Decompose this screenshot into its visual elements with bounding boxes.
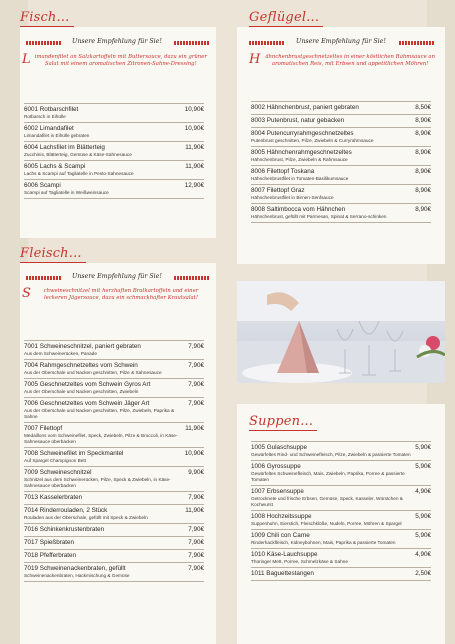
menu-item-name: 7013 Kasselerbraten — [24, 494, 83, 501]
menu-item-price: 7,90€ — [188, 526, 204, 533]
menu-item-header — [24, 552, 204, 560]
gefluegel-subtitle: Unsere Empfehlung für Sie! — [296, 38, 386, 45]
menu-item-header — [251, 570, 431, 578]
menu-item-name: 6001 Rotbarschfilet — [24, 106, 79, 113]
menu-item-price: 7,90€ — [188, 400, 204, 407]
menu-item-description: Aus der Oberschale und Nacken geschnitten, Pilze & Sahnesauce — [24, 370, 162, 375]
menu-item — [24, 359, 204, 378]
menu-item-price: 5,90€ — [415, 532, 431, 539]
menu-item-header — [24, 539, 204, 547]
menu-item-header — [24, 343, 204, 351]
menu-item — [251, 101, 431, 114]
menu-item — [24, 122, 204, 141]
menu-item-name: 8003 Putenbrust, natur gebacken — [251, 117, 345, 124]
menu-item — [251, 510, 431, 529]
menu-item-price: 8,90€ — [415, 130, 431, 137]
menu-item-name: 7019 Schweinenackenbraten, gefüllt — [24, 565, 126, 572]
menu-item-header — [24, 526, 204, 534]
menu-item-name: 7014 Rinderrouladen, 2 Stück — [24, 507, 108, 514]
menu-item — [251, 127, 431, 146]
menu-item — [24, 103, 204, 122]
menu-item-price: 7,90€ — [188, 362, 204, 369]
menu-item-price: 8,90€ — [415, 206, 431, 213]
fleisch-menu-list — [24, 340, 204, 582]
gefluegel-panel — [237, 27, 445, 264]
menu-item-price: 10,90€ — [184, 450, 204, 457]
menu-item-description: Hähnchenbrust, Pilze, Zwiebeln & Rahmsauce — [251, 157, 348, 162]
menu-item-name: 8005 Hähnchenrahmgeschnetzeltes — [251, 149, 352, 156]
menu-item-price: 5,90€ — [415, 463, 431, 470]
section-title-gefluegel: Geflügel... — [249, 10, 319, 25]
menu-item-name: 7016 Schinkenkrustenbraten — [24, 526, 105, 533]
photo-illustration — [237, 281, 445, 383]
menu-item-header — [251, 463, 431, 471]
decor-stripe — [399, 41, 435, 45]
menu-item — [251, 460, 431, 485]
menu-item — [24, 141, 204, 160]
menu-item-price: 2,50€ — [415, 570, 431, 577]
menu-item-header — [251, 513, 431, 521]
menu-item-description: Zucchinis, Blätterteig, Gemüse & Käse-Sahnesauce — [24, 152, 132, 157]
fleisch-subtitle: Unsere Empfehlung für Sie! — [72, 273, 162, 280]
menu-item-description: Suppenhuhn, Eierstich, Fleischklöße, Nudeln, Porree, Möhren & Spargel — [251, 521, 402, 526]
menu-item — [251, 184, 431, 203]
menu-item-header — [24, 163, 204, 171]
menu-item-description: Medaillons vom Schweinefilet, Speck, Zwiebeln, Pilze & Broccoli, in Käse-Sahnesauce überbacken — [24, 433, 178, 444]
menu-item — [24, 447, 204, 466]
menu-item-description: Hähnchenbrustfilet in Tomaten-Basilikumsauce — [251, 176, 349, 181]
menu-item — [24, 397, 204, 422]
fisch-menu-list — [24, 103, 204, 199]
menu-item-header — [24, 381, 204, 389]
menu-item-description: Rouladen aus der Oberschale, gefüllt mit Speck & Zwiebeln — [24, 515, 148, 520]
menu-item-price: 8,90€ — [415, 187, 431, 194]
menu-item-price: 8,50€ — [415, 104, 431, 111]
menu-item-name: 6005 Lachs & Scampi — [24, 163, 86, 170]
menu-item-price: 7,90€ — [188, 343, 204, 350]
menu-item-name: 6006 Scampi — [24, 182, 61, 189]
menu-item-header — [24, 469, 204, 477]
menu-item — [24, 536, 204, 549]
menu-item-header — [251, 104, 431, 112]
menu-item-description: Rinderhackfleisch, Kidneybohnen, Mais, Paprika & passierte Tomaten — [251, 540, 396, 545]
gefluegel-recommendation: Hähnchenbrustgeschnetzeltes in einer köstlichen Rahmsauce an aromatischen Reis, mit Erbsen und appetitlichen Möhren! — [249, 52, 435, 68]
menu-item-name: 1005 Gulaschsuppe — [251, 444, 308, 451]
menu-item-name: 7005 Geschnetzeltes vom Schwein Gyros Art — [24, 381, 151, 388]
menu-item — [24, 179, 204, 199]
menu-item-description: Rotbarsch in Eihülle — [24, 114, 66, 119]
menu-item-price: 11,90€ — [185, 425, 204, 432]
menu-item-header — [24, 182, 204, 190]
menu-item-header — [24, 400, 204, 408]
menu-item — [24, 491, 204, 504]
menu-item-description: Aus der Oberschale und Nacken geschnitten, Zwiebeln — [24, 389, 139, 394]
gefluegel-menu-list — [251, 101, 431, 223]
menu-item-name: 1011 Baguettestangen — [251, 570, 314, 577]
fisch-recommendation: Limandenfilet an Salzkartoffeln mit Buttersauce, dazu ein grüner Salat mit einem aromatischen Zitronen-Sahne-Dressing! — [22, 52, 207, 68]
menu-item-description: Scampi auf Tagliatelle in Weißweinsauce — [24, 190, 109, 195]
menu-item — [251, 165, 431, 184]
menu-item-description: Lachs & Scampi auf Tagliatelle in Pesto-Sahnesauce — [24, 171, 134, 176]
menu-item-header — [251, 444, 431, 452]
section-title-fisch: Fisch... — [20, 10, 70, 25]
menu-item-name: 7018 Pfefferbraten — [24, 552, 77, 559]
menu-item-price: 11,90€ — [185, 163, 204, 170]
menu-item — [24, 504, 204, 523]
menu-item-name: 1008 Hochzeitssuppe — [251, 513, 312, 520]
menu-item-header — [251, 130, 431, 138]
menu-item-price: 11,90€ — [185, 144, 204, 151]
menu-item-description: Schnitzel aus dem Schweinerücken, Pilze, Speck & Zwiebeln, in Käse-Sahnesauce überbacken — [24, 477, 171, 488]
menu-item-header — [24, 565, 204, 573]
menu-item-price: 12,90€ — [184, 182, 204, 189]
menu-item-price: 4,90€ — [415, 488, 431, 495]
menu-item — [251, 203, 431, 223]
menu-item-price: 4,90€ — [415, 551, 431, 558]
section-title-suppen: Suppen... — [249, 414, 313, 429]
menu-item-name: 7009 Schweineschnitzel — [24, 469, 92, 476]
menu-item — [24, 549, 204, 562]
fleisch-panel — [20, 263, 216, 644]
menu-item-price: 8,90€ — [415, 117, 431, 124]
menu-item-header — [24, 494, 204, 502]
menu-item-header — [24, 106, 204, 114]
menu-item-price: 5,90€ — [415, 444, 431, 451]
menu-item-price: 7,90€ — [188, 565, 204, 572]
menu-item-price: 7,90€ — [188, 552, 204, 559]
menu-item-price: 7,90€ — [188, 381, 204, 388]
menu-item-name: 1009 Chili con Carne — [251, 532, 310, 539]
menu-item-name: 7008 Schweinefilet im Speckmantel — [24, 450, 124, 457]
menu-item-price: 10,90€ — [184, 125, 204, 132]
menu-item-price: 7,90€ — [188, 539, 204, 546]
menu-item — [251, 485, 431, 510]
menu-item-description: Schweinenackenbraten, Hackmischung & Gemüse — [24, 573, 130, 578]
menu-item-name: 7001 Schweineschnitzel, paniert gebraten — [24, 343, 141, 350]
menu-item-name: 6004 Lachsfilet im Blätterteig — [24, 144, 105, 151]
menu-item-price: 9,90€ — [188, 469, 204, 476]
table-setting-photo — [237, 281, 445, 383]
menu-item-price: 8,90€ — [415, 149, 431, 156]
menu-item — [251, 529, 431, 548]
menu-item-description: Hähnchenbrustfilet in Birnen-Senfsauce — [251, 195, 334, 200]
menu-item — [24, 340, 204, 359]
menu-item-description: Auf Spargel Champignon Bett — [24, 458, 87, 463]
menu-item-header — [251, 168, 431, 176]
fisch-subtitle: Unsere Empfehlung für Sie! — [72, 38, 162, 45]
menu-item-price: 10,90€ — [184, 106, 204, 113]
menu-item — [251, 567, 431, 581]
decor-stripe — [174, 41, 210, 45]
decor-stripe — [26, 41, 62, 45]
menu-item-description: Aus dem Schweinerücken, Panade — [24, 351, 97, 356]
menu-item-name: 1010 Käse-Lauchsuppe — [251, 551, 318, 558]
menu-item-description: Hähnchenbrust, gefüllt mit Parmesan, Spinat & Serrano-schinken — [251, 214, 387, 219]
decor-stripe — [26, 276, 62, 280]
suppen-panel — [237, 404, 445, 644]
suppen-menu-list — [251, 441, 431, 581]
menu-item — [24, 422, 204, 447]
menu-item — [251, 114, 431, 127]
menu-item-header — [24, 425, 204, 433]
menu-item-description: Thüringer Mett, Porree, Schmelzkäse & Sahne — [251, 559, 348, 564]
menu-item-name: 8008 Saltimbocca vom Hähnchen — [251, 206, 346, 213]
menu-item-description: Gewürfeltes Schweinefleisch, Mais, Zwiebeln, Paprika, Porree & passierte Tomaten — [251, 471, 405, 482]
menu-item-header — [251, 187, 431, 195]
section-title-fleisch: Fleisch... — [20, 246, 82, 261]
menu-item — [251, 548, 431, 567]
menu-item-header — [251, 488, 431, 496]
menu-item-header — [24, 125, 204, 133]
menu-item-description: Gewürfeltes Rind- und Schweinefleisch, Pilze, Zwiebeln & passierte Tomaten — [251, 452, 411, 457]
menu-item-header — [251, 532, 431, 540]
menu-item-header — [251, 551, 431, 559]
menu-item-name: 1007 Erbsensuppe — [251, 488, 304, 495]
menu-item-name: 8002 Hähnchenbrust, paniert gebraten — [251, 104, 359, 111]
menu-item — [24, 378, 204, 397]
menu-item-header — [24, 362, 204, 370]
menu-item-description: Aus der Oberschale und Nacken geschnitten, Pilze, Zwiebeln, Paprika & Sahne — [24, 408, 175, 419]
menu-item — [251, 146, 431, 165]
menu-item-description: Getrocknete und frische Erbsen, Gemüse, Speck, Kasseler, Würstchen & Kochwurst — [251, 496, 403, 507]
menu-item — [24, 523, 204, 536]
menu-item-name: 7017 Spießbraten — [24, 539, 75, 546]
menu-item-price: 8,90€ — [415, 168, 431, 175]
menu-item-name: 8006 Filettopf Toskana — [251, 168, 315, 175]
menu-item-description: Limandafilet in Eihülle gebraten — [24, 133, 90, 138]
menu-item-name: 8007 Filettopf Graz — [251, 187, 305, 194]
menu-item — [24, 466, 204, 491]
menu-item-name: 1006 Gyrossuppe — [251, 463, 301, 470]
menu-item-price: 7,90€ — [188, 494, 204, 501]
fisch-panel — [20, 27, 216, 238]
menu-item-name: 6002 Limandafilet — [24, 125, 74, 132]
menu-item-header — [251, 149, 431, 157]
menu-item-header — [24, 450, 204, 458]
menu-item-header — [251, 206, 431, 214]
menu-item-header — [251, 117, 431, 125]
menu-item-name: 7006 Geschnetzeltes vom Schwein Jäger Art — [24, 400, 150, 407]
menu-item-price: 11,90€ — [185, 507, 204, 514]
menu-item-header — [24, 507, 204, 515]
menu-item — [24, 160, 204, 179]
menu-item-name: 7004 Rahmgeschnetzeltes vom Schwein — [24, 362, 138, 369]
menu-item-name: 8004 Putencurryrahmgeschnetzeltes — [251, 130, 354, 137]
decor-stripe — [249, 41, 285, 45]
menu-item-description: Putenbrust geschnitten, Pilze, Zwiebeln & Curryrahmsauce — [251, 138, 374, 143]
menu-item — [24, 562, 204, 582]
menu-item-price: 5,90€ — [415, 513, 431, 520]
decor-stripe — [174, 276, 210, 280]
menu-item-name: 7007 Filettopf — [24, 425, 63, 432]
menu-item — [251, 441, 431, 460]
menu-item-header — [24, 144, 204, 152]
fleisch-recommendation: S chweineschnitzel mit herzhaften Bratkartoffeln und einer leckeren Jägersauce, dazu ein schmackhafter Krautsalat! — [22, 286, 199, 302]
